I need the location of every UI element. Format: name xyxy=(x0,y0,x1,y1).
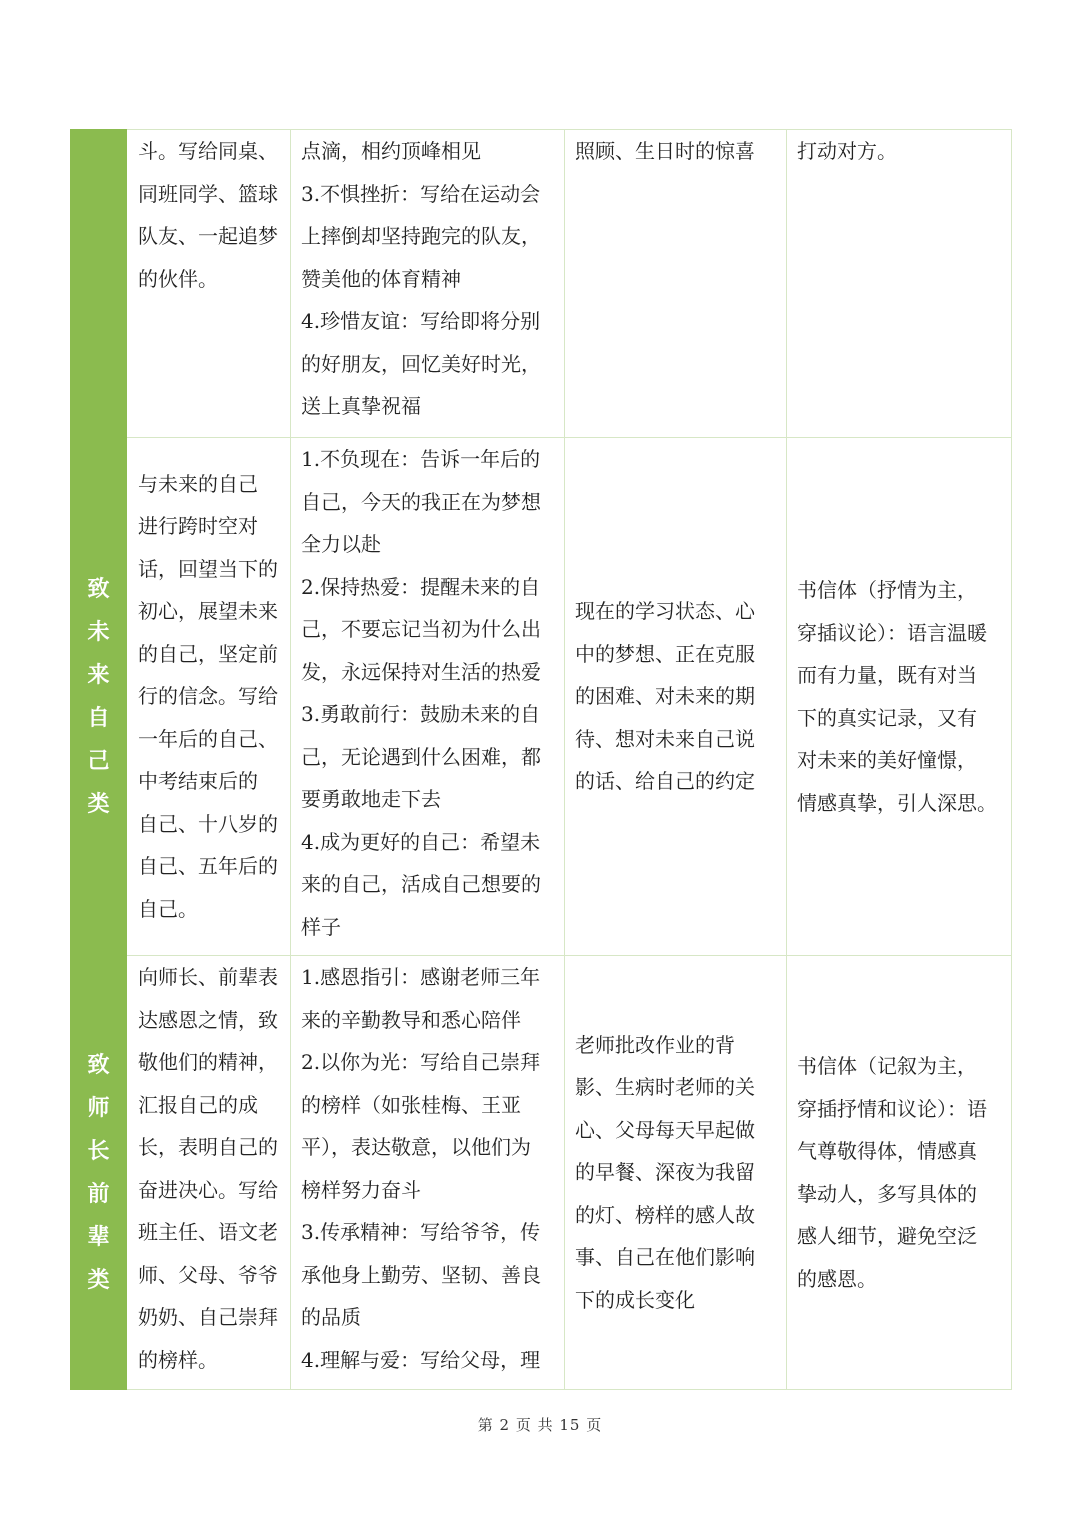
category-cell xyxy=(71,130,127,438)
materials-text: 老师批改作业的背 影、生病时老师的关 心、父母每天早起做 的早餐、深夜为我留 的灯、榜样的感人故 事、自己在他们影响 下的成长变化 xyxy=(575,1032,755,1312)
angles-cell xyxy=(291,438,565,956)
content-table xyxy=(70,129,1012,1390)
target-cell xyxy=(127,130,291,438)
style-text: 书信体（抒情为主， 穿插议论）：语言温暖 而有力量，既有对当 下的真实记录，又有 对未来的美好憧憬， 情感真挚，引人深思。 xyxy=(797,578,997,815)
materials-cell xyxy=(565,438,787,956)
target-text: 斗。写给同桌、 同班同学、篮球 队友、一起追梦 的伙伴。 xyxy=(138,139,278,291)
style-text: 打动对方。 xyxy=(797,139,897,163)
angles-text: 1.不负现在：告诉一年后的 自己，今天的我正在为梦想 全力以赴 2.保持热爱：提醒未来的自 己，不要忘记当初为什么出 发，永远保持对生活的热爱 3.勇敢前行：鼓励未来的自 己，无论遇到什么困难，都 要勇敢地走下去 4.成为更好的自己：希望未 来的自己，活成自己想要的 样子 xyxy=(301,447,541,939)
table-row xyxy=(71,956,1012,1390)
target-cell xyxy=(127,438,291,956)
category-cell xyxy=(71,438,127,956)
materials-text: 现在的学习状态、心 中的梦想、正在克服 的困难、对未来的期 待、想对未来自己说 的话、给自己的约定 xyxy=(575,599,755,794)
target-text: 与未来的自己 进行跨时空对 话，回望当下的 初心，展望未来 的自己，坚定前 行的信念。写给 一年后的自己、 中考结束后的 自己、十八岁的 自己、五年后的 自己。 xyxy=(138,471,278,921)
category-cell xyxy=(71,956,127,1390)
materials-text: 照顾、生日时的惊喜 xyxy=(575,139,755,163)
page-number: 第 2 页 共 15 页 xyxy=(477,1416,603,1434)
angles-cell xyxy=(291,130,565,438)
table-row xyxy=(71,130,1012,438)
style-text: 书信体（记叙为主， 穿插抒情和议论）：语 气尊敬得体，情感真 挚动人，多写具体的 感人细节，避免空泛 的感恩。 xyxy=(797,1054,987,1291)
angles-text: 点滴，相约顶峰相见 3.不惧挫折：写给在运动会 上摔倒却坚持跑完的队友， 赞美他的体育精神 4.珍惜友谊：写给即将分别 的好朋友，回忆美好时光， 送上真挚祝福 xyxy=(301,139,541,418)
angles-cell xyxy=(291,956,565,1390)
style-cell xyxy=(787,956,1012,1390)
target-cell xyxy=(127,956,291,1390)
target-text: 向师长、前辈表 达感恩之情，致 敬他们的精神， 汇报自己的成 长，表明自己的 奋进决心。写给 班主任、语文老 师、父母、爷爷 奶奶、自己崇拜 的榜样。 xyxy=(138,965,278,1372)
materials-cell xyxy=(565,130,787,438)
category-label: 致 未 来 自 己 类 xyxy=(87,575,110,817)
angles-text: 1.感恩指引：感谢老师三年 来的辛勤教导和悉心陪伴 2.以你为光：写给自己崇拜 的榜样（如张桂梅、王亚 平），表达敬意，以他们为 榜样努力奋斗 3.传承精神：写给爷爷，传 承他身上勤劳、坚韧、善良 的品质 4.理解与爱：写给父母，理 xyxy=(301,965,541,1372)
style-cell xyxy=(787,438,1012,956)
style-cell xyxy=(787,130,1012,438)
category-label: 致 师 长 前 辈 类 xyxy=(87,1051,110,1293)
table-row xyxy=(71,438,1012,956)
materials-cell xyxy=(565,956,787,1390)
